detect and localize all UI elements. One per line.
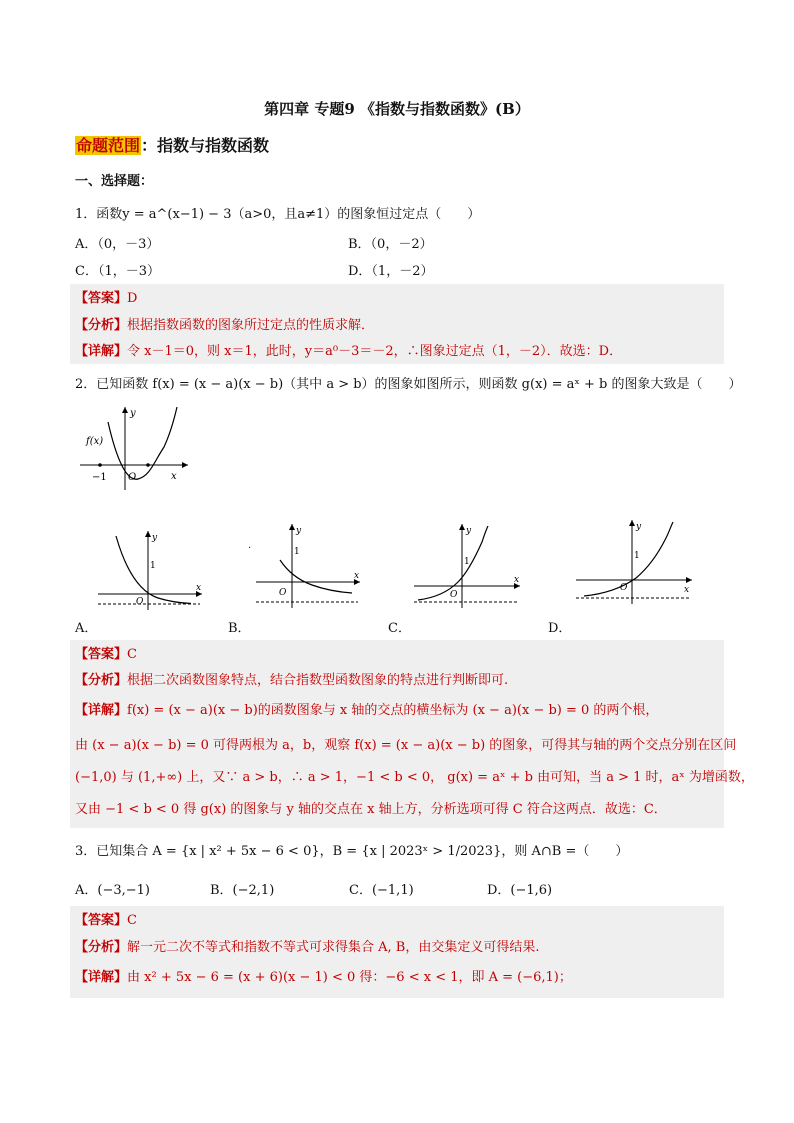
q3-stem: 3．已知集合 A = {x | x² + 5x − 6 < 0}，B = {x | 2023ˣ > 1/2023}，则 A∩B =（ ） [75,844,629,859]
graph-d-one: 1 [634,551,640,561]
q2-option-b: B． [228,621,251,636]
main-fig-xlabel: x [171,471,177,482]
graph-b-xlabel: x [354,571,360,581]
graph-c-one: 1 [464,557,470,567]
q1-option-c: C．（1，－3） [75,264,160,279]
q1-option-a: A．（0，－3） [75,237,160,252]
page-title: 第四章 专题9 《指数与指数函数》(B） [264,100,530,118]
q3-option-a: A．(−3,−1) [75,883,150,898]
stray-dot: . [248,540,252,551]
graph-c-ylabel: y [466,526,472,536]
graph-a-one: 1 [150,561,156,571]
q2-main-figure [78,402,193,492]
graph-c-xlabel: x [514,575,520,585]
q3-answer-block [70,906,724,998]
scope-line [75,133,269,156]
q3-option-d: D．(−1,6) [487,883,553,898]
q1-answer-block [70,284,724,364]
graph-b-ylabel: y [296,526,302,536]
q2-answer-block [70,640,754,828]
q1-stem: 1．函数y = a^(x−1) − 3（a>0，且a≠1）的图象恒过定点（ ） [75,207,481,222]
q2-detail-line-3: (−1,0) 与 (1,+∞) 上，又∵ a > b，∴ a > 1，−1 < b < 0， g(x) = aˣ + b 由可知，当 a > 1 时，aˣ 为增函数， [75,770,754,785]
q3-option-b: B．(−2,1) [210,883,275,898]
q2-graph-b [254,520,364,610]
graph-a-ylabel: y [152,533,158,543]
q2-analysis: 【分析】根据二次函数图象特点，结合指数型函数图象的特点进行判断即可. [75,673,509,688]
q1-detail: 【详解】令 x－1＝0，则 x＝1，此时，y＝a⁰－3＝－2，∴图象过定点（1，－2）．故选：D． [75,344,623,359]
q2-option-c: C． [388,621,411,636]
q3-option-c: C．(−1,1) [349,883,414,898]
graph-a-origin: O [136,597,144,607]
q2-option-d: D． [548,621,572,636]
q2-detail-line-1: 【详解】f(x) = (x − a)(x − b)的函数图象与 x 轴的交点的横坐标为 (x − a)(x − b) = 0 的两个根， [75,703,659,718]
main-fig-ylabel: y [130,408,136,419]
q2-graph-c [412,520,524,610]
q1-option-d: D．（1，－2） [348,264,434,279]
q2-detail-line-4: 又由 −1 < b < 0 得 g(x) 的图象与 y 轴的交点在 x 轴上方，分析选项可得 C 符合这两点．故选：C． [75,802,667,817]
graph-c-origin: O [450,590,458,600]
main-fig-origin: O [128,472,137,483]
q2-detail-line-2: 由 (x − a)(x − b) = 0 可得两根为 a，b，观察 f(x) = (x − a)(x − b) 的图象，可得其与轴的两个交点分别在区间 [75,738,737,753]
main-fig-neg1: −1 [92,472,107,483]
graph-d-xlabel: x [684,585,690,595]
q3-answer: 【答案】C [75,913,137,928]
graph-d-ylabel: y [636,522,642,532]
q3-detail: 【详解】由 x² + 5x − 6 = (x + 6)(x − 1) < 0 得：−6 < x < 1，即 A = (−6,1)； [75,970,572,985]
q2-option-a: A． [75,621,98,636]
q1-analysis: 【分析】根据指数函数的图象所过定点的性质求解． [75,318,375,333]
scope-tag: 命题范围 [76,136,141,155]
graph-a-xlabel: x [196,583,202,593]
q1-answer: 【答案】D [75,291,138,306]
graph-d-origin: O [620,583,628,593]
scope-text: ：指数与指数函数 [141,136,270,155]
q2-graph-a [96,526,206,611]
q2-answer: 【答案】C [75,647,137,662]
q2-stem: 2．已知函数 f(x) = (x − a)(x − b)（其中 a > b）的图象如图所示，则函数 g(x) = aˣ + b 的图象大致是（ ） [75,377,742,392]
q1-option-b: B．（0，－2） [348,237,433,252]
graph-b-origin: O [279,588,287,598]
section-heading: 一、选择题： [75,174,154,189]
q2-graph-d [574,516,696,606]
graph-b-one: 1 [294,547,300,557]
main-fig-flabel: f(x) [86,436,104,447]
q3-analysis: 【分析】解一元二次不等式和指数不等式可求得集合 A, B，由交集定义可得结果. [75,940,540,955]
